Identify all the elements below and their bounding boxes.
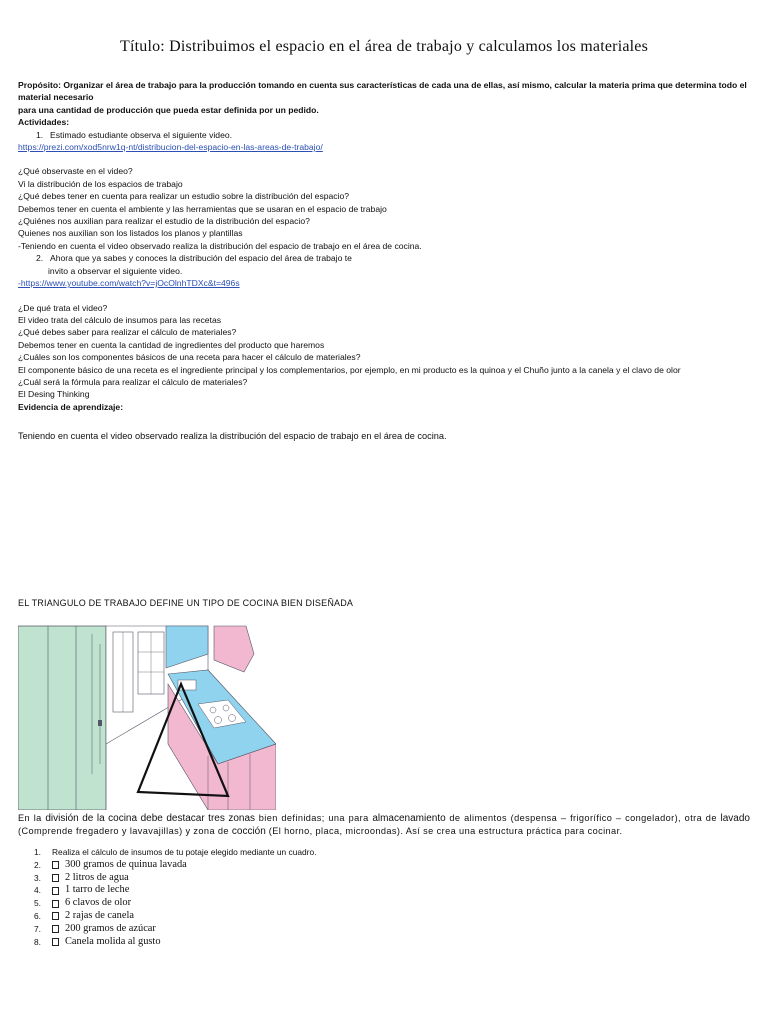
zones-part-5: de alimentos (despensa – frigorífico – congelador), otra de [445, 813, 721, 823]
list-item-number: 4. [34, 885, 41, 896]
checkbox-square-icon [52, 900, 59, 908]
list-item-text: 1 tarro de leche [65, 884, 130, 896]
list-item-text: 300 gramos de quinua lavada [65, 858, 187, 870]
list-item-text: Canela molida al gusto [65, 935, 161, 947]
qa1-question-3: ¿Quiénes nos auxilian para realizar el estudio de la distribución del espacio? [18, 216, 310, 227]
triangle-title: EL TRIANGULO DE TRABAJO DEFINE UN TIPO DE COCINA BIEN DISEÑADA [18, 598, 354, 608]
list-item-text: 6 clavos de olor [65, 897, 132, 909]
list-item-number: 7. [34, 923, 41, 934]
activity-2-number: 2. [36, 253, 44, 264]
purpose-text-line1: Organizar el área de trabajo para la producción tomando en cuenta sus características de cada una de ellas, así mismo, calcular la materia prima que determina todo el material necesario [18, 80, 747, 103]
list-item [34, 936, 316, 949]
activity-2-text-line2: invito a observar el siguiente video. [48, 265, 183, 276]
list-item-number: 2. [34, 859, 41, 870]
purpose-text-line2: para una cantidad de producción que pueda estar definida por un pedido. [18, 104, 319, 115]
zones-part-9: (El horno, placa, microondas). Así se crea una estructura práctica para cocinar. [265, 826, 623, 836]
prezi-link[interactable]: https://prezi.com/xod5nrw1q-nt/distribucion-del-espacio-en-las-areas-de-trabajo/ [18, 142, 323, 153]
checkbox-square-icon [52, 874, 59, 882]
list-item [34, 872, 316, 885]
qa2-answer-4: El Desing Thinking [18, 389, 90, 400]
activity-2-text-line1: Ahora que ya sabes y conoces la distribución del espacio del área de trabajo te [50, 253, 352, 264]
list-item-text: 2 rajas de canela [65, 909, 134, 921]
qa1-question-1: ¿Qué observaste en el video? [18, 166, 133, 177]
purpose-label: Propósito: [18, 80, 61, 90]
zones-part-1: En la [18, 813, 46, 823]
activity-1 [18, 129, 753, 141]
list-item-number: 3. [34, 872, 41, 883]
activity-2 [18, 252, 753, 264]
qa1-answer-1: Vi la distribución de los espacios de trabajo [18, 178, 183, 189]
qa2-answer-2: Debemos tener en cuenta la cantidad de ingredientes del producto que haremos [18, 339, 325, 350]
list-item-number: 8. [34, 936, 41, 947]
activity-1-text: Estimado estudiante observa el siguiente video. [50, 129, 233, 140]
purpose-paragraph [18, 79, 753, 104]
qa1-answer-2: Debemos tener en cuenta el ambiente y las herramientas que se usaran en el espacio de trabajo [18, 203, 387, 214]
evidence-text: Teniendo en cuenta el video observado realiza la distribución del espacio de trabajo en el área de cocina. [18, 431, 447, 441]
ingredients-list [34, 846, 316, 948]
list-intro [34, 846, 316, 859]
youtube-link[interactable]: -https://www.youtube.com/watch?v=jOcOlnhTDXc&t=496s [18, 278, 240, 289]
checkbox-square-icon [52, 912, 59, 920]
qa2-answer-3: El componente básico de una receta es el ingrediente principal y los complementarios, por ejemplo, en mi producto es la quinoa y el Chuño junto a la canela y el clavo de olor [18, 364, 681, 375]
qa2-answer-1: El video trata del cálculo de insumos para las recetas [18, 314, 222, 325]
activities-label: Actividades: [18, 117, 70, 128]
qa2-question-4: ¿Cuál será la fórmula para realizar el cálculo de materiales? [18, 376, 248, 387]
list-intro-text: Realiza el cálculo de insumos de tu potaje elegido mediante un cuadro. [52, 847, 317, 857]
zones-cooking: cocción [231, 826, 266, 837]
qa2-question-1: ¿De qué trata el video? [18, 302, 108, 313]
list-item [34, 923, 316, 936]
zones-storage: almacenamiento [372, 813, 446, 824]
qa1-instruction: -Teniendo en cuenta el video observado realiza la distribución del espacio de trabajo en el área de cocina. [18, 240, 422, 251]
qa2-question-3: ¿Cuáles son los componentes básicos de una receta para hacer el cálculo de materiales? [18, 352, 361, 363]
checkbox-square-icon [52, 887, 59, 895]
list-item [34, 897, 316, 910]
list-item-number: 6. [34, 910, 41, 921]
qa2-question-2: ¿Qué debes saber para realizar el cálculo de materiales? [18, 327, 237, 338]
checkbox-square-icon [52, 925, 59, 933]
list-item [34, 910, 316, 923]
page-title: Título: Distribuimos el espacio en el área de trabajo y calculamos los materiales [119, 38, 649, 55]
qa1-question-2: ¿Qué debes tener en cuenta para realizar un estudio sobre la distribución del espacio? [18, 191, 350, 202]
activity-1-number: 1. [36, 129, 44, 140]
zones-part-3: bien definidas; una para [255, 813, 373, 823]
qa1-answer-3: Quienes nos auxilian son los listados los planos y plantillas [18, 228, 243, 239]
content-block [18, 79, 753, 413]
checkbox-square-icon [52, 861, 59, 869]
evidence-label: Evidencia de aprendizaje: [18, 401, 124, 412]
zones-part-2: división de la cocina debe destacar tres zonas [45, 813, 256, 824]
checkbox-square-icon [52, 938, 59, 946]
list-item-number: 5. [34, 898, 41, 909]
list-item-text: 2 litros de agua [65, 871, 129, 883]
list-item [34, 884, 316, 897]
zones-washing: lavado [720, 813, 750, 824]
kitchen-illustration [18, 624, 276, 810]
list-item [34, 859, 316, 872]
zones-part-7: (Comprende fregadero y lavavajillas) y zona de [18, 826, 232, 836]
list-intro-number: 1. [34, 847, 41, 857]
list-item-text: 200 gramos de azúcar [65, 922, 156, 934]
zones-paragraph [18, 812, 750, 838]
